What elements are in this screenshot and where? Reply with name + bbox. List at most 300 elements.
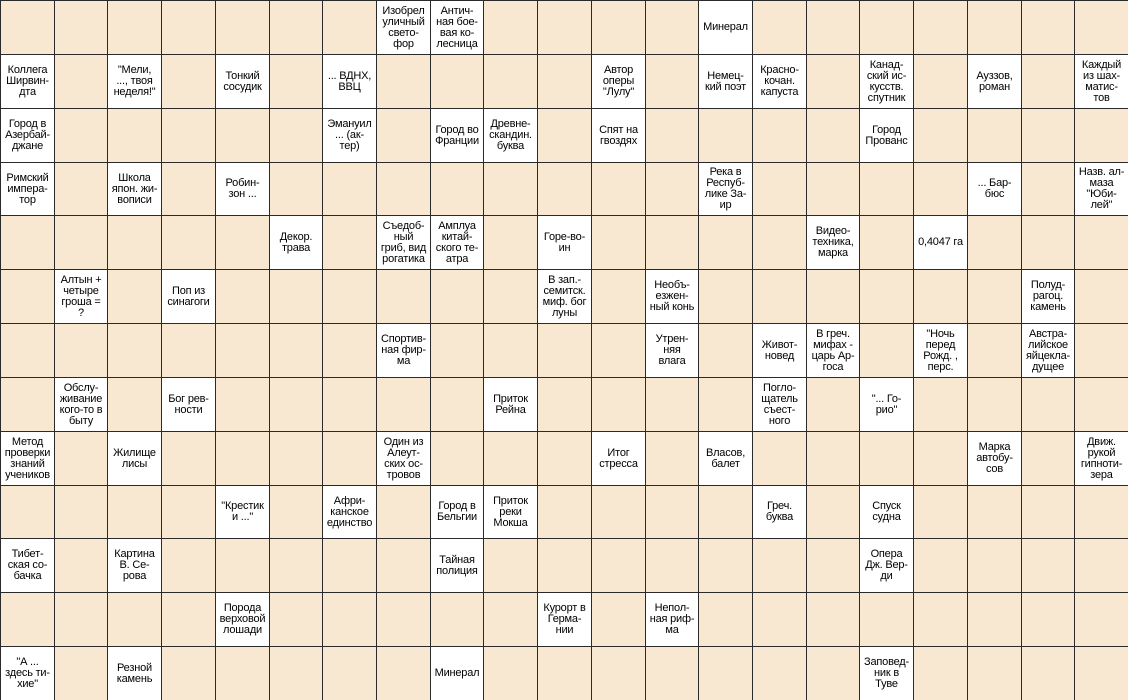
clue-cell [752,377,807,432]
answer-cell[interactable] [107,215,162,270]
answer-cell[interactable] [967,323,1022,378]
clue-cell [591,54,646,109]
clue-cell [645,592,699,647]
answer-cell[interactable] [376,646,431,700]
answer-cell[interactable] [537,538,592,593]
answer-cell[interactable] [161,431,216,486]
answer-cell[interactable] [1074,215,1128,270]
answer-cell[interactable] [913,592,968,647]
clue-text: Амплуа китай- ского те- атра [435,219,479,265]
clue-text: Метод проверки знаний учеников [4,435,51,481]
answer-cell[interactable] [483,54,538,109]
clue-text: "Крестик и ..." [221,500,264,523]
clue-cell [645,269,699,324]
answer-cell[interactable] [161,54,216,109]
answer-cell[interactable] [161,215,216,270]
answer-cell[interactable] [1021,108,1075,163]
answer-cell[interactable] [54,0,108,55]
answer-cell[interactable] [913,54,968,109]
clue-text: Город в Азербай- джане [5,118,50,152]
answer-cell[interactable] [322,538,377,593]
answer-cell[interactable] [698,592,753,647]
clue-text: "Ночь перед Рожд. , перс. [923,327,958,373]
answer-cell[interactable] [0,215,55,270]
answer-cell[interactable] [322,323,377,378]
answer-cell[interactable] [376,162,431,216]
clue-cell [1074,162,1128,216]
answer-cell[interactable] [54,431,108,486]
answer-cell[interactable] [537,162,592,216]
answer-cell[interactable] [269,377,323,432]
answer-cell[interactable] [537,431,592,486]
answer-cell[interactable] [967,108,1022,163]
answer-cell[interactable] [1074,538,1128,593]
answer-cell[interactable] [269,646,323,700]
answer-cell[interactable] [215,538,270,593]
answer-cell[interactable] [806,162,860,216]
answer-cell[interactable] [483,592,538,647]
answer-cell[interactable] [269,538,323,593]
answer-cell[interactable] [107,323,162,378]
answer-cell[interactable] [537,108,592,163]
clue-cell [376,215,431,270]
answer-cell[interactable] [913,108,968,163]
answer-cell[interactable] [215,323,270,378]
answer-cell[interactable] [107,485,162,539]
clue-cell [322,54,377,109]
answer-cell[interactable] [645,108,699,163]
answer-cell[interactable] [161,162,216,216]
answer-cell[interactable] [376,54,431,109]
clue-cell [0,646,55,700]
answer-cell[interactable] [591,485,646,539]
clue-text: Тайная полиция [436,553,478,577]
clue-text: Живот- новед [761,338,798,362]
clue-cell [537,215,592,270]
answer-cell[interactable] [0,269,55,324]
answer-cell[interactable] [376,538,431,593]
answer-cell[interactable] [591,269,646,324]
clue-text: Алтын + четыре гроша = ? [60,273,102,319]
answer-cell[interactable] [269,323,323,378]
answer-cell[interactable] [967,215,1022,270]
clue-cell [591,108,646,163]
clue-cell [107,54,162,109]
answer-cell[interactable] [967,485,1022,539]
clue-text: Утрен- няя влага [655,333,689,367]
answer-cell[interactable] [269,269,323,324]
answer-cell[interactable] [54,215,108,270]
clue-text: Жилище лисы [113,446,156,470]
answer-cell[interactable] [967,0,1022,55]
clue-cell [859,538,914,593]
answer-cell[interactable] [483,269,538,324]
clue-cell [430,0,484,55]
answer-cell[interactable] [215,215,270,270]
answer-cell[interactable] [967,538,1022,593]
answer-cell[interactable] [1074,108,1128,163]
clue-text: Приток Рейна [493,392,528,416]
answer-cell[interactable] [54,646,108,700]
answer-cell[interactable] [269,54,323,109]
answer-cell[interactable] [1021,592,1075,647]
answer-cell[interactable] [322,0,377,55]
answer-cell[interactable] [752,0,807,55]
answer-cell[interactable] [322,646,377,700]
answer-cell[interactable] [967,592,1022,647]
clue-cell [54,269,108,324]
answer-cell[interactable] [752,108,807,163]
answer-cell[interactable] [1021,0,1075,55]
answer-cell[interactable] [591,592,646,647]
answer-cell[interactable] [161,538,216,593]
answer-cell[interactable] [54,54,108,109]
clue-text: Город в Бельгии [436,500,478,523]
clue-cell [0,54,55,109]
clue-text: Порода верховой лошади [219,602,266,636]
clue-cell [1021,323,1075,378]
answer-cell[interactable] [0,0,55,55]
clue-cell [698,0,753,55]
answer-cell[interactable] [752,215,807,270]
clue-cell [376,431,431,486]
answer-cell[interactable] [806,108,860,163]
answer-cell[interactable] [1021,431,1075,486]
clue-cell [1074,54,1128,109]
clue-cell [752,54,807,109]
answer-cell[interactable] [322,431,377,486]
clue-text: "А ... здесь ти- хие" [5,656,50,690]
clue-text: Декор. трава [279,230,313,254]
answer-cell[interactable] [645,54,699,109]
answer-cell[interactable] [430,592,484,647]
answer-cell[interactable] [430,162,484,216]
clue-text: Древне- скандин. буква [489,118,532,152]
answer-cell[interactable] [752,162,807,216]
clue-text: Приток реки Мокша [493,494,528,529]
answer-cell[interactable] [430,377,484,432]
answer-cell[interactable] [161,646,216,700]
answer-cell[interactable] [645,377,699,432]
clue-cell [215,54,270,109]
clue-cell [967,162,1022,216]
answer-cell[interactable] [215,377,270,432]
answer-cell[interactable] [645,215,699,270]
answer-cell[interactable] [483,215,538,270]
answer-cell[interactable] [161,0,216,55]
clue-cell [430,646,484,700]
answer-cell[interactable] [859,162,914,216]
answer-cell[interactable] [0,592,55,647]
answer-cell[interactable] [107,0,162,55]
answer-cell[interactable] [806,485,860,539]
answer-cell[interactable] [430,54,484,109]
clue-cell [967,54,1022,109]
clue-text: Бог рев- ности [168,392,209,416]
answer-cell[interactable] [752,646,807,700]
clue-cell [161,377,216,432]
answer-cell[interactable] [161,323,216,378]
answer-cell[interactable] [698,485,753,539]
answer-cell[interactable] [269,485,323,539]
answer-cell[interactable] [591,377,646,432]
answer-cell[interactable] [107,108,162,163]
clue-text: Полуд- рагоц. камень [1030,279,1066,313]
clue-cell [483,377,538,432]
answer-cell[interactable] [269,108,323,163]
answer-cell[interactable] [967,646,1022,700]
answer-cell[interactable] [430,431,484,486]
answer-cell[interactable] [1074,377,1128,432]
answer-cell[interactable] [806,538,860,593]
clue-text: Поп из синагоги [167,284,210,308]
answer-cell[interactable] [859,323,914,378]
answer-cell[interactable] [376,269,431,324]
answer-cell[interactable] [859,592,914,647]
clue-cell [859,646,914,700]
clue-cell [537,592,592,647]
clue-cell [430,108,484,163]
clue-cell [322,485,377,539]
clue-text: Спят на гвоздях [599,123,638,147]
answer-cell[interactable] [107,592,162,647]
clue-text: Город Прованс [865,123,908,147]
answer-cell[interactable] [591,538,646,593]
answer-cell[interactable] [215,431,270,486]
answer-cell[interactable] [752,431,807,486]
clue-cell [806,215,860,270]
answer-cell[interactable] [1021,646,1075,700]
clue-text: Спуск судна [872,500,901,523]
clue-text: Тибет- ская со- бачка [7,548,48,582]
clue-cell [215,162,270,216]
answer-cell[interactable] [752,592,807,647]
answer-cell[interactable] [591,646,646,700]
clue-cell [752,485,807,539]
answer-cell[interactable] [913,431,968,486]
clue-cell [913,215,968,270]
answer-cell[interactable] [215,108,270,163]
clue-text: Заповед- ник в Туве [864,656,909,690]
clue-text: Минерал [434,667,480,679]
clue-cell [591,431,646,486]
clue-text: Автор оперы "Лулу" [602,64,635,98]
answer-cell[interactable] [161,108,216,163]
clue-text: Река в Респуб- лике За- ир [704,166,747,211]
answer-cell[interactable] [54,592,108,647]
answer-cell[interactable] [913,538,968,593]
answer-cell[interactable] [1074,646,1128,700]
answer-cell[interactable] [806,0,860,55]
answer-cell[interactable] [859,0,914,55]
answer-cell[interactable] [483,162,538,216]
answer-cell[interactable] [376,108,431,163]
answer-cell[interactable] [913,646,968,700]
answer-cell[interactable] [322,269,377,324]
clue-text: Греч. буква [765,500,794,523]
answer-cell[interactable] [215,269,270,324]
answer-cell[interactable] [591,0,646,55]
answer-cell[interactable] [376,377,431,432]
answer-cell[interactable] [913,269,968,324]
answer-cell[interactable] [0,323,55,378]
clue-cell [859,108,914,163]
answer-cell[interactable] [54,162,108,216]
answer-cell[interactable] [1074,269,1128,324]
answer-cell[interactable] [698,215,753,270]
answer-cell[interactable] [107,269,162,324]
answer-cell[interactable] [1021,485,1075,539]
answer-cell[interactable] [698,108,753,163]
clue-text: Австра- лийское яйцекла- дущее [1026,327,1070,373]
answer-cell[interactable] [913,162,968,216]
answer-cell[interactable] [483,431,538,486]
answer-cell[interactable] [859,431,914,486]
answer-cell[interactable] [54,538,108,593]
answer-cell[interactable] [537,0,592,55]
answer-cell[interactable] [806,54,860,109]
answer-cell[interactable] [1021,377,1075,432]
answer-cell[interactable] [161,592,216,647]
answer-cell[interactable] [215,0,270,55]
clue-cell [859,54,914,109]
clue-text: Тонкий сосудик [223,69,262,93]
clue-text: Антич- ная бое- вая ко- лесница [436,4,478,50]
answer-cell[interactable] [913,485,968,539]
answer-cell[interactable] [859,215,914,270]
clue-text: Картина В. Се- рова [114,548,155,582]
answer-cell[interactable] [698,323,753,378]
answer-cell[interactable] [54,108,108,163]
answer-cell[interactable] [537,323,592,378]
answer-cell[interactable] [1021,538,1075,593]
clue-text: Город во Франции [435,123,479,147]
answer-cell[interactable] [483,323,538,378]
answer-cell[interactable] [1074,323,1128,378]
answer-cell[interactable] [1074,592,1128,647]
answer-cell[interactable] [376,485,431,539]
answer-cell[interactable] [0,377,55,432]
answer-cell[interactable] [483,538,538,593]
clue-cell [859,377,914,432]
clue-text: Афри- канское единство [326,494,373,529]
answer-cell[interactable] [645,431,699,486]
clue-text: Опера Дж. Вер- ди [865,548,908,582]
clue-cell [107,431,162,486]
answer-cell[interactable] [430,269,484,324]
answer-cell[interactable] [806,431,860,486]
answer-cell[interactable] [483,646,538,700]
clue-text: Резной камень [116,661,153,685]
answer-cell[interactable] [698,646,753,700]
answer-cell[interactable] [913,377,968,432]
answer-cell[interactable] [645,485,699,539]
answer-cell[interactable] [1021,162,1075,216]
clue-cell [483,485,538,539]
clue-cell [107,538,162,593]
answer-cell[interactable] [645,538,699,593]
clue-text: Необъ- езжен- ный конь [649,279,695,313]
answer-cell[interactable] [698,377,753,432]
answer-cell[interactable] [54,323,108,378]
answer-cell[interactable] [269,162,323,216]
clue-text: Марка автобу- сов [976,441,1013,475]
answer-cell[interactable] [1074,485,1128,539]
clue-cell [698,54,753,109]
answer-cell[interactable] [0,485,55,539]
answer-cell[interactable] [269,431,323,486]
answer-cell[interactable] [322,162,377,216]
answer-cell[interactable] [645,646,699,700]
answer-cell[interactable] [591,323,646,378]
clue-text: "Мели, ..., твоя неделя!" [113,64,156,98]
answer-cell[interactable] [161,485,216,539]
clue-cell [806,323,860,378]
answer-cell[interactable] [107,377,162,432]
answer-cell[interactable] [645,0,699,55]
clue-cell [645,323,699,378]
answer-cell[interactable] [591,162,646,216]
answer-cell[interactable] [752,538,807,593]
answer-cell[interactable] [1074,0,1128,55]
clue-text: Видео- техника, марка [812,225,854,259]
answer-cell[interactable] [322,592,377,647]
answer-cell[interactable] [322,377,377,432]
clue-cell [376,323,431,378]
answer-cell[interactable] [537,377,592,432]
answer-cell[interactable] [913,0,968,55]
answer-cell[interactable] [376,592,431,647]
clue-cell [269,215,323,270]
answer-cell[interactable] [806,269,860,324]
answer-cell[interactable] [859,269,914,324]
answer-cell[interactable] [967,377,1022,432]
clue-cell [537,269,592,324]
answer-cell[interactable] [1021,54,1075,109]
answer-cell[interactable] [967,269,1022,324]
clue-cell [161,269,216,324]
clue-text: Красно- кочан. капуста [760,64,799,98]
clue-text: Погло- щатель съест- ного [761,381,798,427]
clue-cell [1021,269,1075,324]
answer-cell[interactable] [698,269,753,324]
clue-text: Курорт в Герма- нии [543,602,586,636]
answer-cell[interactable] [752,269,807,324]
answer-cell[interactable] [483,0,538,55]
clue-cell [698,162,753,216]
answer-cell[interactable] [430,323,484,378]
answer-cell[interactable] [645,162,699,216]
answer-cell[interactable] [806,377,860,432]
answer-cell[interactable] [537,485,592,539]
answer-cell[interactable] [806,646,860,700]
answer-cell[interactable] [806,592,860,647]
answer-cell[interactable] [1021,215,1075,270]
clue-text: Движ. рукой гипноти- зера [1080,435,1123,481]
answer-cell[interactable] [322,215,377,270]
answer-cell[interactable] [269,0,323,55]
answer-cell[interactable] [698,538,753,593]
clue-cell [215,485,270,539]
answer-cell[interactable] [269,592,323,647]
clue-cell [376,0,431,55]
answer-cell[interactable] [591,215,646,270]
answer-cell[interactable] [215,646,270,700]
answer-cell[interactable] [537,646,592,700]
answer-cell[interactable] [54,485,108,539]
clue-text: Один из Алеут- ских ос- тровов [383,435,424,481]
answer-cell[interactable] [537,54,592,109]
